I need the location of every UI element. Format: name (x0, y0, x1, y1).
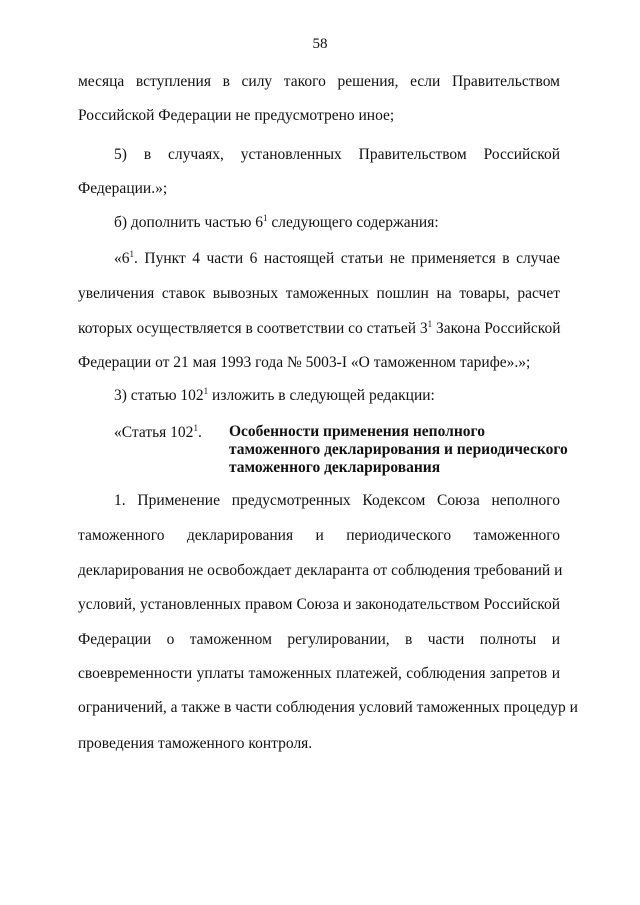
page-number: 58 (312, 36, 328, 52)
article-label-end: . (197, 424, 202, 441)
text-fragment: б) дополнить частью 6 (114, 214, 264, 231)
text-fragment: . Пункт 4 части 6 настоящей статьи не применяется в случае (134, 250, 560, 267)
text-line: увеличения ставок вывозных таможенных пошлин на товары, расчет (78, 285, 560, 302)
body-line: 1. Применение предусмотренных Кодексом Союза неполного (114, 492, 560, 509)
text-fragment: Закона Российской (432, 320, 561, 337)
text-line: Российской Федерации не предусмотрено иное; (78, 107, 395, 124)
text-line (78, 319, 560, 339)
superscript: 1 (263, 213, 268, 223)
superscript: 1 (203, 386, 209, 396)
body-line: своевременности уплаты таможенных платежей, соблюдения запретов и (78, 665, 560, 682)
body-line: Федерации о таможенном регулировании, в части полноты и (78, 631, 560, 648)
text-line: Федерации.»; (78, 180, 168, 197)
superscript: 1 (129, 249, 134, 259)
text-line: Федерации от 21 мая 1993 года № 5003-I «О таможенном тарифе».»; (78, 354, 531, 371)
text-fragment: 3) статью 102 (114, 387, 204, 404)
body-line: декларирования не освобождает декларанта от соблюдения требований и (78, 562, 563, 579)
article-title (229, 423, 569, 477)
body-line: ограничений, а также в части соблюдения условий таможенных процедур и (78, 699, 578, 716)
superscript: 1 (193, 423, 198, 433)
list-item-5: 5) в случаях, установленных Правительством Российской (114, 146, 560, 163)
article-title-line: таможенного декларирования (229, 459, 441, 476)
article-label (114, 423, 202, 443)
text-fragment: «6 (114, 250, 130, 267)
amendment-b (114, 213, 560, 233)
part-6-1-start (114, 249, 560, 269)
text-fragment: следующего содержания: (267, 214, 439, 231)
superscript: 1 (427, 319, 433, 329)
body-line: проведения таможенного контроля. (78, 735, 313, 752)
article-label-text: «Статья 102 (114, 424, 194, 441)
text-fragment: которых осуществляется в соответствии со статьей 3 (78, 320, 428, 337)
amendment-3 (114, 386, 560, 406)
article-title-line: таможенного декларирования и периодического (229, 441, 568, 458)
text-fragment: изложить в следующей редакции: (208, 387, 435, 404)
article-title-line: Особенности применения неполного (229, 423, 485, 440)
body-line: условий, установленных правом Союза и законодательством Российской (78, 596, 560, 613)
text-line: месяца вступления в силу такого решения, если Правительством (78, 73, 560, 90)
body-line: таможенного декларирования и периодического таможенного (78, 527, 560, 544)
